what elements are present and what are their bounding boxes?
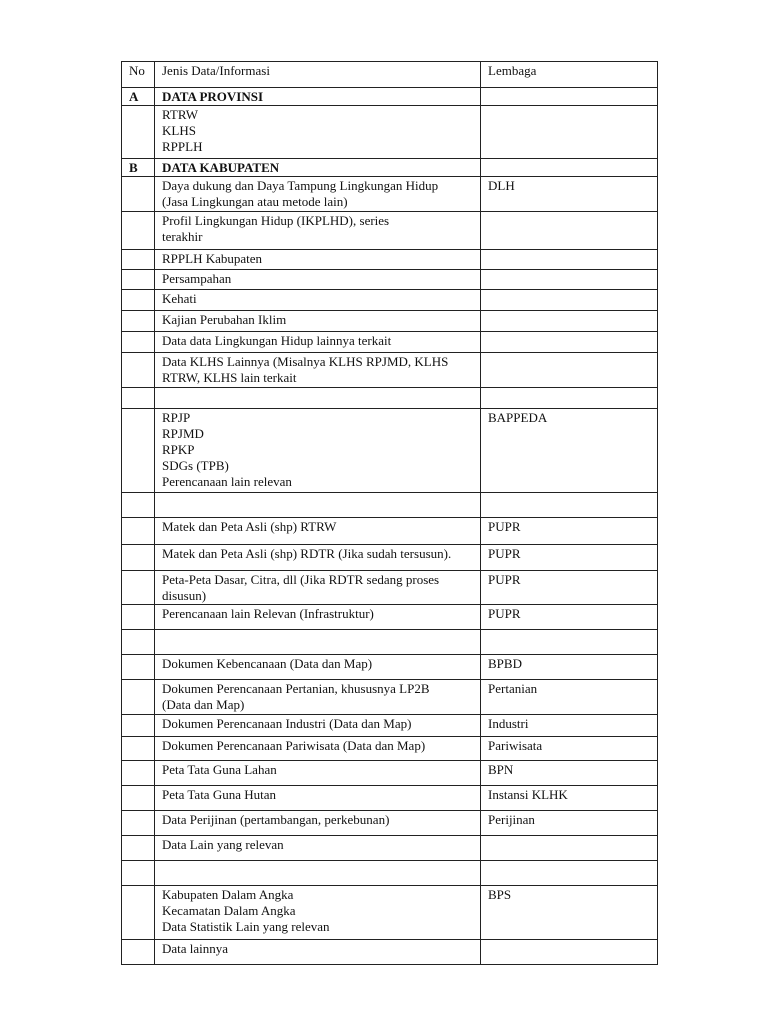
row-text-line: DATA KABUPATEN [162, 160, 280, 175]
row-jenis-data [155, 159, 481, 177]
row-jenis-data [155, 836, 481, 861]
row-jenis-data [155, 786, 481, 811]
row-no [122, 290, 155, 311]
row-no [122, 332, 155, 353]
row-text-line: RPPLH Kabupaten [162, 251, 263, 266]
row-no [122, 409, 155, 493]
row-no [122, 270, 155, 290]
row-jenis-data [155, 88, 481, 106]
row-text-line [162, 631, 473, 647]
row-lembaga: Pertanian [481, 680, 658, 715]
row-no [122, 655, 155, 680]
row-text-line: Kajian Perubahan Iklim [162, 312, 287, 327]
row-lembaga: PUPR [481, 545, 658, 571]
row-jenis-data [155, 680, 481, 715]
table-header-row [122, 62, 658, 88]
row-no [122, 715, 155, 737]
row-lembaga [481, 332, 658, 353]
row-lembaga [481, 836, 658, 861]
table-row [122, 545, 658, 571]
row-no [122, 786, 155, 811]
row-no [122, 388, 155, 409]
row-no [122, 630, 155, 655]
table-row [122, 88, 658, 106]
row-text-line: Data lainnya [162, 941, 229, 956]
row-no: A [122, 88, 155, 106]
row-text-line: RPKP [162, 442, 195, 457]
table-row [122, 388, 658, 409]
row-lembaga [481, 388, 658, 409]
table-row [122, 177, 658, 212]
row-no [122, 836, 155, 861]
row-no [122, 861, 155, 886]
row-jenis-data [155, 886, 481, 940]
row-lembaga: BPBD [481, 655, 658, 680]
row-jenis-data [155, 761, 481, 786]
row-no [122, 177, 155, 212]
table-row [122, 353, 658, 388]
table-row [122, 786, 658, 811]
row-jenis-data [155, 332, 481, 353]
row-jenis-data [155, 353, 481, 388]
table-row [122, 311, 658, 332]
table-row [122, 332, 658, 353]
row-jenis-data [155, 545, 481, 571]
table-row [122, 493, 658, 518]
row-jenis-data [155, 571, 481, 605]
table-row [122, 940, 658, 965]
row-text-line: KLHS [162, 123, 196, 138]
row-text-line [162, 389, 473, 405]
row-lembaga [481, 630, 658, 655]
row-no [122, 737, 155, 761]
header-lembaga: Lembaga [481, 62, 658, 88]
table-row [122, 655, 658, 680]
row-no [122, 106, 155, 159]
row-lembaga [481, 250, 658, 270]
row-jenis-data [155, 493, 481, 518]
row-lembaga: DLH [481, 177, 658, 212]
row-jenis-data [155, 605, 481, 630]
row-text-line: Kabupaten Dalam Angka [162, 887, 294, 902]
table-row [122, 159, 658, 177]
row-lembaga: BPS [481, 886, 658, 940]
row-jenis-data [155, 311, 481, 332]
row-lembaga [481, 106, 658, 159]
row-text-line: Matek dan Peta Asli (shp) RDTR (Jika sudah tersusun). [162, 546, 452, 561]
row-no [122, 680, 155, 715]
row-jenis-data [155, 177, 481, 212]
row-no [122, 545, 155, 571]
row-lembaga: PUPR [481, 605, 658, 630]
row-text-line: Data KLHS Lainnya (Misalnya KLHS RPJMD, KLHS [162, 354, 449, 369]
row-text-line: Dokumen Perencanaan Industri (Data dan Map) [162, 716, 412, 731]
row-text-line: Persampahan [162, 271, 232, 286]
table-row [122, 630, 658, 655]
row-text-line: (Jasa Lingkungan atau metode lain) [162, 194, 348, 209]
row-text-line [162, 862, 473, 878]
table-row [122, 212, 658, 250]
row-jenis-data [155, 409, 481, 493]
row-text-line: Profil Lingkungan Hidup (IKPLHD), series [162, 213, 390, 228]
row-no [122, 761, 155, 786]
row-lembaga [481, 270, 658, 290]
row-text-line: DATA PROVINSI [162, 89, 264, 104]
row-no [122, 605, 155, 630]
row-lembaga [481, 311, 658, 332]
row-no [122, 571, 155, 605]
row-lembaga [481, 159, 658, 177]
row-text-line: Dokumen Perencanaan Pariwisata (Data dan Map) [162, 738, 426, 753]
row-jenis-data [155, 811, 481, 836]
row-jenis-data [155, 940, 481, 965]
row-lembaga: Pariwisata [481, 737, 658, 761]
row-text-line: Perencanaan lain Relevan (Infrastruktur) [162, 606, 374, 621]
row-text-line: Kehati [162, 291, 197, 306]
table-row [122, 836, 658, 861]
row-text-line: RPPLH [162, 139, 203, 154]
row-text-line: disusun) [162, 588, 207, 603]
row-no [122, 493, 155, 518]
table-row [122, 680, 658, 715]
row-text-line: (Data dan Map) [162, 697, 245, 712]
row-lembaga: PUPR [481, 571, 658, 605]
row-no [122, 518, 155, 545]
row-no [122, 250, 155, 270]
row-jenis-data [155, 630, 481, 655]
row-jenis-data [155, 212, 481, 250]
row-text-line: RPJMD [162, 426, 204, 441]
row-lembaga: Instansi KLHK [481, 786, 658, 811]
row-text-line: Daya dukung dan Daya Tampung Lingkungan Hidup [162, 178, 439, 193]
table-row [122, 715, 658, 737]
row-jenis-data [155, 518, 481, 545]
row-text-line: RPJP [162, 410, 191, 425]
row-text-line: Data Lain yang relevan [162, 837, 284, 852]
row-lembaga [481, 353, 658, 388]
row-lembaga [481, 212, 658, 250]
row-no: B [122, 159, 155, 177]
row-lembaga [481, 493, 658, 518]
row-text-line: Dokumen Kebencanaan (Data dan Map) [162, 656, 373, 671]
table-row [122, 737, 658, 761]
row-jenis-data [155, 655, 481, 680]
row-lembaga: PUPR [481, 518, 658, 545]
row-jenis-data [155, 715, 481, 737]
row-jenis-data [155, 737, 481, 761]
header-no: No [122, 62, 155, 88]
row-lembaga [481, 88, 658, 106]
row-text-line: Kecamatan Dalam Angka [162, 903, 296, 918]
row-text-line: Data Statistik Lain yang relevan [162, 919, 330, 934]
row-text-line: RTRW [162, 107, 199, 122]
row-jenis-data [155, 861, 481, 886]
row-text-line: Data Perijinan (pertambangan, perkebunan) [162, 812, 390, 827]
table-row [122, 250, 658, 270]
row-lembaga: Perijinan [481, 811, 658, 836]
table-row [122, 106, 658, 159]
table-row [122, 761, 658, 786]
table-row [122, 270, 658, 290]
row-text-line: terakhir [162, 229, 203, 244]
row-text-line: Dokumen Perencanaan Pertanian, khususnya LP2B [162, 681, 430, 696]
row-jenis-data [155, 250, 481, 270]
row-text-line: Peta-Peta Dasar, Citra, dll (Jika RDTR sedang proses [162, 572, 440, 587]
row-lembaga: BPN [481, 761, 658, 786]
row-text-line: Peta Tata Guna Hutan [162, 787, 277, 802]
row-no [122, 311, 155, 332]
row-text-line: Data data Lingkungan Hidup lainnya terkait [162, 333, 392, 348]
table-row [122, 605, 658, 630]
row-jenis-data [155, 106, 481, 159]
row-text-line [162, 494, 473, 510]
row-lembaga [481, 940, 658, 965]
row-lembaga: Industri [481, 715, 658, 737]
row-lembaga [481, 290, 658, 311]
row-text-line: Peta Tata Guna Lahan [162, 762, 277, 777]
row-no [122, 886, 155, 940]
row-text-line: Matek dan Peta Asli (shp) RTRW [162, 519, 337, 534]
row-jenis-data [155, 270, 481, 290]
table-row [122, 518, 658, 545]
row-jenis-data [155, 290, 481, 311]
row-text-line: SDGs (TPB) [162, 458, 229, 473]
row-text-line: RTRW, KLHS lain terkait [162, 370, 297, 385]
table-row [122, 409, 658, 493]
table-row [122, 886, 658, 940]
header-jenis-data: Jenis Data/Informasi [155, 62, 481, 88]
row-jenis-data [155, 388, 481, 409]
data-table [121, 61, 658, 965]
row-lembaga [481, 861, 658, 886]
table-row [122, 571, 658, 605]
table-row [122, 861, 658, 886]
row-no [122, 940, 155, 965]
row-lembaga: BAPPEDA [481, 409, 658, 493]
table-row [122, 811, 658, 836]
row-no [122, 811, 155, 836]
row-no [122, 353, 155, 388]
table-row [122, 290, 658, 311]
row-text-line: Perencanaan lain relevan [162, 474, 292, 489]
row-no [122, 212, 155, 250]
